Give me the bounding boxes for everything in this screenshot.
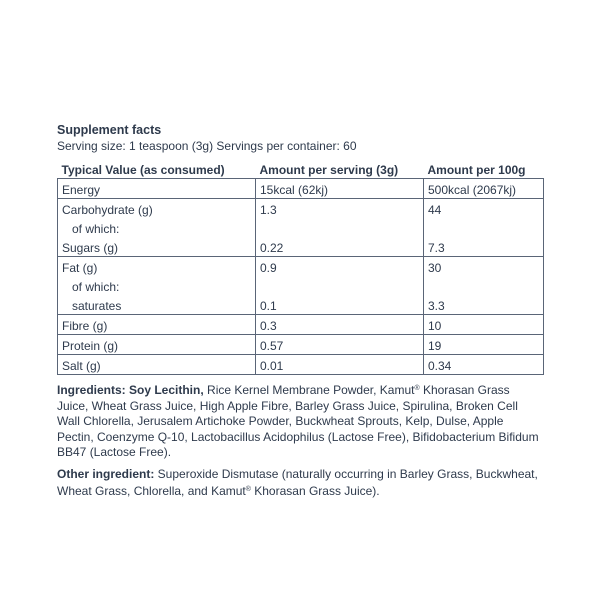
table-header-row [58,159,544,179]
row-per100-value: 44 [424,199,544,219]
row-serving-value [256,276,424,295]
registered-mark: ® [245,486,251,493]
row-per100-value: 19 [424,335,544,355]
table-row [58,179,544,199]
registered-mark: ® [414,385,420,392]
row-per100-value: 0.34 [424,355,544,375]
table-row [58,295,544,315]
supplement-facts-panel [57,123,543,500]
row-label: of which: [58,276,256,295]
row-serving-value: 0.57 [256,335,424,355]
row-serving-value: 1.3 [256,199,424,219]
table-row [58,315,544,335]
table-row [58,237,544,257]
other-ingredient-text-a: Superoxide Dismutase (naturally occurring in Barley Grass, Buckwheat, Wheat Grass, Chlorella, and Kamut [57,466,538,498]
row-per100-value: 3.3 [424,295,544,315]
row-serving-value: 0.1 [256,295,424,315]
table-row [58,355,544,375]
header-amount-per-100g: Amount per 100g [424,159,544,179]
other-ingredient-paragraph [57,467,543,500]
row-serving-value: 0.22 [256,237,424,257]
nutrition-table [57,159,544,375]
row-label: Salt (g) [58,355,256,375]
row-serving-value [256,218,424,237]
row-label: Energy [58,179,256,199]
table-row [58,257,544,277]
row-label: Carbohydrate (g) [58,199,256,219]
ingredients-paragraph [57,381,543,461]
row-label: Fat (g) [58,257,256,277]
panel-title: Supplement facts [57,123,162,137]
ingredients-text-b: Khorasan Grass Juice, Wheat Grass Juice, High Apple Fibre, Barley Grass Juice, Spirulina, Broken Cell Wall Chlorella, Jerusalem Artichoke Powder, Buckwheat Sprouts, Kelp, Dulse, Apple Pectin, Coenzyme Q-10, Lactobacillus Acidophilus (Lactose Free), Bifidobacterium Bifidum BB47 (Lactose Free). [57,383,539,459]
other-ingredient-label: Other ingredient: [57,466,155,481]
row-label: of which: [58,218,256,237]
header-typical-value: Typical Value (as consumed) [58,159,256,179]
row-serving-value: 15kcal (62kj) [256,179,424,199]
row-serving-value: 0.01 [256,355,424,375]
ingredients-text-a: Rice Kernel Membrane Powder, Kamut [203,383,415,397]
table-row [58,218,544,237]
serving-info: Serving size: 1 teaspoon (3g) Servings per container: 60 [57,139,357,153]
row-per100-value: 10 [424,315,544,335]
table-row [58,199,544,219]
ingredients-label: Ingredients: Soy Lecithin, [57,383,204,397]
row-per100-value: 7.3 [424,237,544,257]
row-label: saturates [58,295,256,315]
row-serving-value: 0.3 [256,315,424,335]
header-amount-per-serving: Amount per serving (3g) [256,159,424,179]
other-ingredient-text-b: Khorasan Grass Juice). [250,484,380,498]
table-row [58,335,544,355]
row-serving-value: 0.9 [256,257,424,277]
row-per100-value: 30 [424,257,544,277]
row-per100-value [424,218,544,237]
row-label: Protein (g) [58,335,256,355]
row-label: Sugars (g) [58,237,256,257]
row-per100-value [424,276,544,295]
row-label: Fibre (g) [58,315,256,335]
row-per100-value: 500kcal (2067kj) [424,179,544,199]
table-row [58,276,544,295]
